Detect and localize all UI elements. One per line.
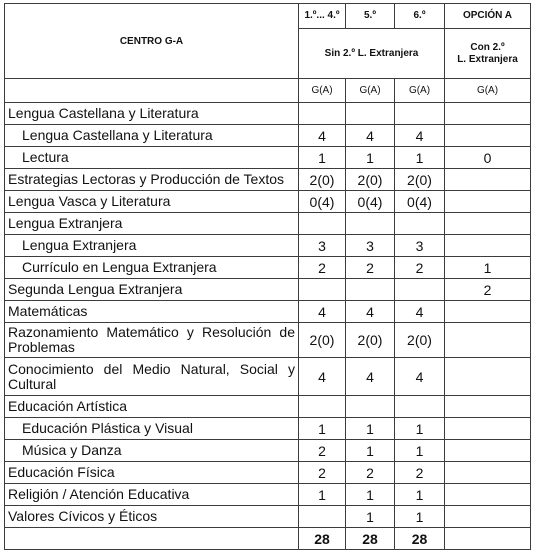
table-row [5,506,531,528]
value-6: 4 [395,301,445,323]
value-option [445,191,531,213]
subject-cell: Matemáticas [5,301,299,323]
table-row [5,235,531,257]
value-option [445,125,531,147]
value-option: 0 [445,147,531,169]
value-6: 1 [395,147,445,169]
subject-cell: Lengua Castellana y Literatura [5,125,299,147]
subject-cell: Educación Artística [5,396,299,418]
value-1-4: 2 [299,440,346,462]
value-6 [395,396,445,418]
col-header-5: 5.º [346,4,395,29]
value-1-4: 1 [299,418,346,440]
subject-cell: Religión / Atención Educativa [5,484,299,506]
value-1-4: 2 [299,257,346,279]
value-5: 0(4) [346,191,395,213]
value-5: 2(0) [346,323,395,358]
subject-cell: Música y Danza [5,440,299,462]
value-5: 4 [346,301,395,323]
total-1-4: 28 [299,528,346,550]
value-6: 1 [395,506,445,528]
header-row-years [5,4,531,29]
header-blank-cell [5,79,299,103]
value-1-4: 2 [299,462,346,484]
subject-cell: Estrategias Lectoras y Producción de Textos [5,169,299,191]
value-5: 2(0) [346,169,395,191]
totals-row [5,528,531,550]
value-5: 2 [346,462,395,484]
value-6: 4 [395,358,445,396]
value-1-4: 3 [299,235,346,257]
col-header-1-4: 1.º... 4.º [299,4,346,29]
header-row-ga [5,79,531,103]
ga-label-5: G(A) [346,79,395,103]
total-6: 28 [395,528,445,550]
value-1-4: 1 [299,147,346,169]
value-5: 1 [346,418,395,440]
table-row [5,279,531,301]
total-option [445,528,531,550]
ga-label-1: G(A) [299,79,346,103]
value-5 [346,279,395,301]
value-option [445,418,531,440]
value-1-4: 0(4) [299,191,346,213]
table-row [5,484,531,506]
subject-cell: Valores Cívicos y Éticos [5,506,299,528]
subject-cell: Lectura [5,147,299,169]
subject-cell: Razonamiento Matemático y Resolución de Problemas [5,323,299,358]
con-label-line-2: L. Extranjera [457,53,518,65]
subject-cell: Educación Física [5,462,299,484]
subject-cell: Segunda Lengua Extranjera [5,279,299,301]
con-second-language-label [445,29,531,79]
value-6: 0(4) [395,191,445,213]
table-row [5,103,531,125]
table-row [5,213,531,235]
table-row [5,125,531,147]
value-5: 1 [346,506,395,528]
con-label-line-1: Con 2.º [470,41,505,53]
value-1-4: 4 [299,125,346,147]
table-row [5,323,531,358]
sin-second-language-label: Sin 2.º L. Extranjera [299,29,445,79]
table-row [5,191,531,213]
ga-label-option: G(A) [445,79,531,103]
subject-cell: Lengua Vasca y Literatura [5,191,299,213]
value-option [445,358,531,396]
col-header-option: OPCIÓN A [445,4,531,29]
value-option [445,103,531,125]
table-row [5,358,531,396]
value-1-4: 4 [299,301,346,323]
value-1-4: 2(0) [299,323,346,358]
value-5: 4 [346,358,395,396]
value-5: 1 [346,440,395,462]
value-5: 1 [346,484,395,506]
value-option [445,169,531,191]
value-6: 2(0) [395,169,445,191]
table-row [5,169,531,191]
total-5: 28 [346,528,395,550]
value-option [445,506,531,528]
value-6: 2 [395,257,445,279]
subject-cell: Lengua Extranjera [5,235,299,257]
centre-title: CENTRO G-A [5,4,299,79]
totals-label-cell [5,528,299,550]
value-option [445,440,531,462]
value-5 [346,213,395,235]
value-option: 1 [445,257,531,279]
value-option [445,301,531,323]
value-5: 1 [346,147,395,169]
value-1-4 [299,279,346,301]
value-option [445,462,531,484]
value-option: 2 [445,279,531,301]
table-row [5,301,531,323]
value-option [445,213,531,235]
value-1-4: 2(0) [299,169,346,191]
table-row [5,147,531,169]
value-6: 1 [395,484,445,506]
subject-cell: Educación Plástica y Visual [5,418,299,440]
value-1-4: 1 [299,484,346,506]
ga-label-6: G(A) [395,79,445,103]
value-5: 3 [346,235,395,257]
value-1-4 [299,506,346,528]
value-1-4 [299,213,346,235]
value-6: 1 [395,418,445,440]
timetable [4,3,531,550]
table-row [5,440,531,462]
value-6 [395,279,445,301]
value-5 [346,103,395,125]
value-5 [346,396,395,418]
table-row [5,418,531,440]
value-5: 4 [346,125,395,147]
subject-cell: Lengua Castellana y Literatura [5,103,299,125]
table-row [5,257,531,279]
table-row [5,396,531,418]
value-6: 2 [395,462,445,484]
value-1-4 [299,103,346,125]
value-6: 1 [395,440,445,462]
subject-cell: Lengua Extranjera [5,213,299,235]
value-option [445,484,531,506]
table-row [5,462,531,484]
value-1-4 [299,396,346,418]
value-6: 4 [395,125,445,147]
value-option [445,323,531,358]
subject-cell: Currículo en Lengua Extranjera [5,257,299,279]
value-6: 2(0) [395,323,445,358]
value-6 [395,103,445,125]
value-1-4: 4 [299,358,346,396]
col-header-6: 6.º [395,4,445,29]
value-6: 3 [395,235,445,257]
subject-cell: Conocimiento del Medio Natural, Social y Cultural [5,358,299,396]
value-option [445,396,531,418]
value-5: 2 [346,257,395,279]
value-6 [395,213,445,235]
value-option [445,235,531,257]
